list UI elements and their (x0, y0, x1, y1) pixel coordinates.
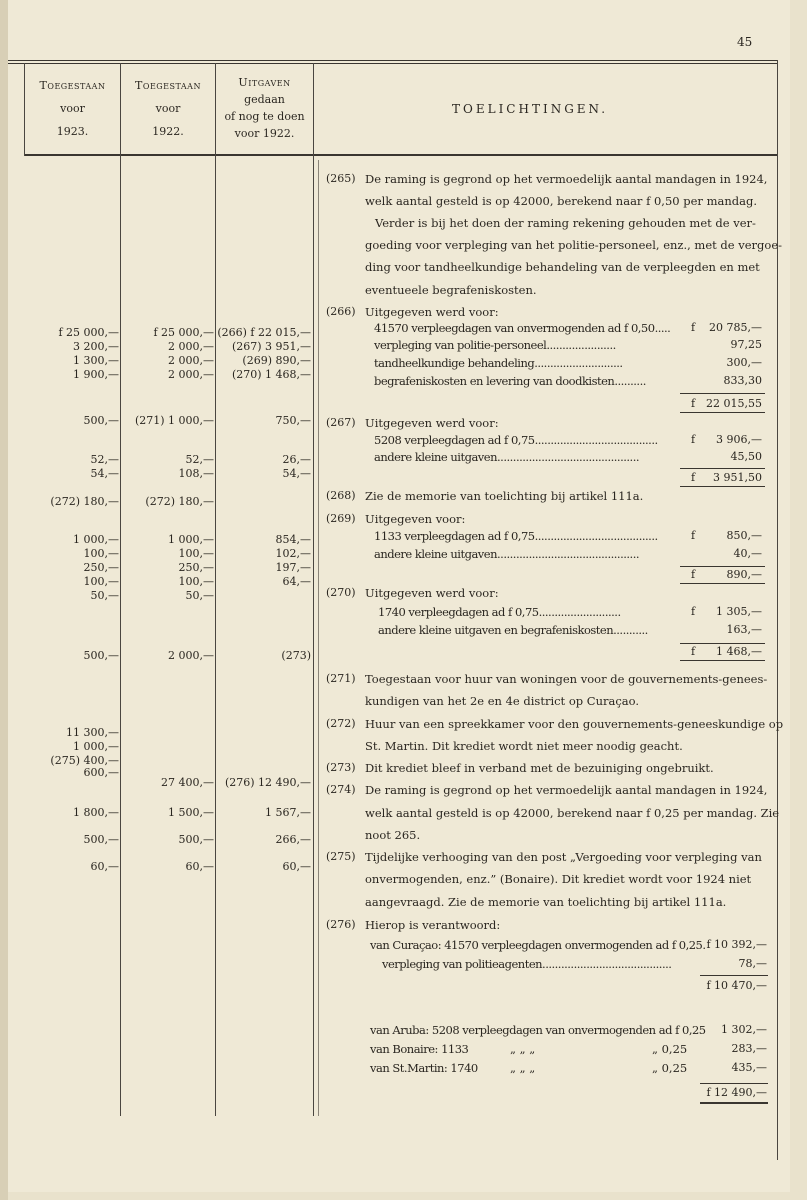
amount-cell: 1 300,— (73, 354, 119, 367)
amount-cell: 60,— (90, 860, 119, 873)
page-number: 45 (737, 35, 753, 49)
amount-cell: 197,— (275, 561, 311, 574)
amount-cell: 1 500,— (168, 806, 214, 819)
sum-underline (680, 412, 765, 413)
amount-cell: (272) 180,— (145, 495, 214, 508)
amount-cell: 1 000,— (168, 533, 214, 546)
header-rule (24, 154, 778, 156)
amount-cell: 27 400,— (161, 776, 214, 789)
header-col-1923: Toegestaan voor 1923. (39, 79, 106, 138)
amount-cell: 600,— (83, 766, 119, 779)
amount-cell: 1 000,— (73, 740, 119, 753)
amount-cell: 854,— (275, 533, 311, 546)
note-line: welk aantal gesteld is op 42000, berekend naar f 0,50 per mandag. (365, 194, 757, 208)
amount-cell: 50,— (90, 589, 119, 602)
amount-cell: 26,— (282, 453, 311, 466)
amount-cell: 750,— (275, 414, 311, 427)
header-toelichtingen: TOELICHTINGEN. (452, 102, 609, 116)
amount-cell: 52,— (185, 453, 214, 466)
amount-cell: 2 000,— (168, 354, 214, 367)
amount-cell: 100,— (83, 547, 119, 560)
amount-cell: (267) 3 951,— (231, 340, 311, 353)
amount-cell: f 25 000,— (58, 326, 119, 339)
amount-cell: (270) 1 468,— (231, 368, 311, 381)
amount-cell: 2 000,— (168, 649, 214, 662)
amount-cell: 500,— (83, 649, 119, 662)
header-col-1922: Toegestaan voor 1922. (135, 79, 201, 138)
amount-cell: 50,— (185, 589, 214, 602)
amount-cell: 54,— (90, 467, 119, 480)
top-rule (8, 60, 778, 61)
amount-cell: 54,— (282, 467, 311, 480)
amount-cell: 100,— (178, 547, 214, 560)
amount-cell: 500,— (83, 414, 119, 427)
note-line: Verder is bij het doen der raming rekening gehouden met de ver- (375, 216, 756, 230)
amount-cell: 1 800,— (73, 806, 119, 819)
amount-cell: 11 300,— (66, 726, 119, 739)
amount-cell: 250,— (178, 561, 214, 574)
right-border (777, 60, 778, 1160)
top-rule-2 (8, 63, 778, 64)
header-col-uitgaven: Uitgaven gedaan of nog te doen voor 1922. (224, 76, 305, 140)
sum-underline (680, 486, 765, 487)
amount-cell: (276) 12 490,— (224, 776, 311, 789)
amount-cell: f 25 000,— (153, 326, 214, 339)
amount-cell: 266,— (275, 833, 311, 846)
amount-cell: 52,— (90, 453, 119, 466)
note-line: De raming is gegrond op het vermoedelijk aantal mandagen in 1924, (365, 172, 768, 186)
amount-cell: 1 900,— (73, 368, 119, 381)
amount-cell: 1 567,— (265, 806, 311, 819)
amount-cell: 1 000,— (73, 533, 119, 546)
amount-cell: (273) (281, 649, 311, 662)
amount-cell: 102,— (275, 547, 311, 560)
amount-cell: 60,— (282, 860, 311, 873)
amount-cell: 108,— (178, 467, 214, 480)
amount-cell: 2 000,— (168, 340, 214, 353)
amount-cell: (269) 890,— (242, 354, 311, 367)
amount-cell: (272) 180,— (50, 495, 119, 508)
amount-cell: 64,— (282, 575, 311, 588)
amount-cell: (271) 1 000,— (134, 414, 214, 427)
amount-cell: 100,— (83, 575, 119, 588)
col-divider-1 (120, 63, 121, 1116)
note-line: goeding voor verpleging van het politie-personeel, enz., met de vergoe- (365, 238, 783, 252)
amount-cell: 500,— (178, 833, 214, 846)
sum-underline (700, 1102, 768, 1104)
col-divider-2 (215, 63, 216, 1116)
amount-cell: 60,— (185, 860, 214, 873)
amount-cell: 250,— (83, 561, 119, 574)
sum-underline (680, 583, 765, 584)
amount-cell: (266) f 22 015,— (217, 326, 311, 339)
note-line: eventueele begrafeniskosten. (365, 283, 537, 297)
amount-cell: 100,— (178, 575, 214, 588)
sum-underline (680, 660, 765, 661)
amount-cell: 2 000,— (168, 368, 214, 381)
amount-cell: (275) 400,— (50, 754, 119, 767)
note-line: ding voor tandheelkundige behandeling van de verpleegden en met (365, 260, 760, 274)
col-divider-3b (318, 160, 319, 1116)
binding-edge (0, 0, 8, 1200)
amount-cell: 500,— (83, 833, 119, 846)
amount-cell: 3 200,— (73, 340, 119, 353)
col-divider-3 (313, 63, 314, 1116)
